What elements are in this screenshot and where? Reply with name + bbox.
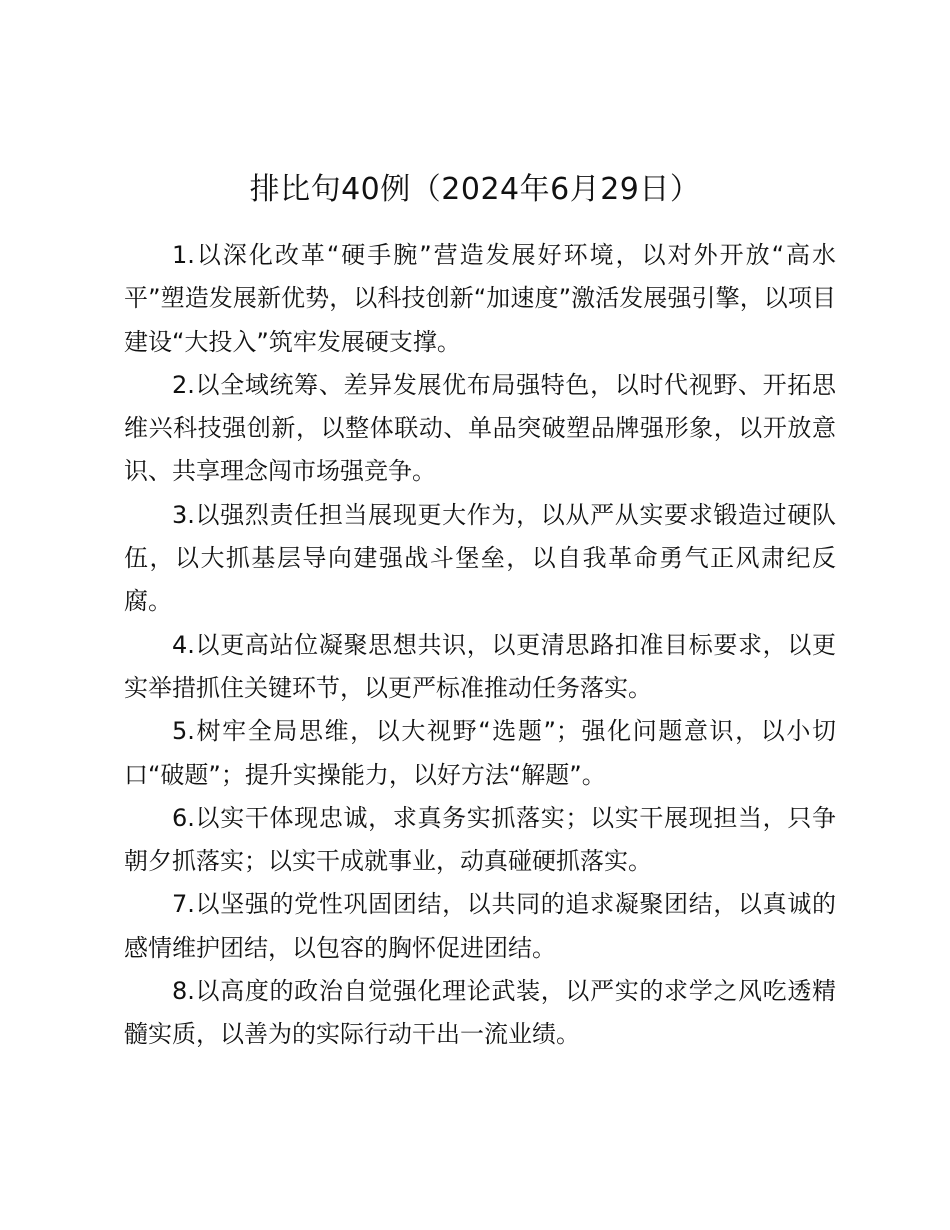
document-body <box>124 234 836 1057</box>
paragraph-4: 4.以更高站位凝聚思想共识，以更清思路扣准目标要求，以更实举措抓住关键环节，以更严标准推动任务落实。 <box>124 630 836 702</box>
document-title: 排比句40例（2024年6月29日） <box>249 172 701 207</box>
paragraph-5: 5.树牢全局思维，以大视野“选题”；强化问题意识，以小切口“破题”；提升实操能力，以好方法“解题”。 <box>124 717 836 789</box>
paragraph-7: 7.以坚强的党性巩固团结，以共同的追求凝聚团结，以真诚的感情维护团结，以包容的胸怀促进团结。 <box>124 890 836 962</box>
paragraph-8: 8.以高度的政治自觉强化理论武装，以严实的求学之风吃透精髓实质，以善为的实际行动干出一流业绩。 <box>124 977 836 1049</box>
paragraph-3: 3.以强烈责任担当展现更大作为，以从严从实要求锻造过硬队伍，以大抓基层导向建强战斗堡垒，以自我革命勇气正风肃纪反腐。 <box>124 500 836 616</box>
paragraph-6: 6.以实干体现忠诚，求真务实抓落实；以实干展现担当，只争朝夕抓落实；以实干成就事业，动真碰硬抓落实。 <box>124 803 836 876</box>
paragraph-1: 1.以深化改革“硬手腕”营造发展好环境，以对外开放“高水平”塑造发展新优势，以科技创新“加速度”激活发展强引擎，以项目建设“大投入”筑牢发展硬支撑。 <box>124 241 836 356</box>
paragraph-2: 2.以全域统筹、差异发展优布局强特色，以时代视野、开拓思维兴科技强创新，以整体联动、单品突破塑品牌强形象，以开放意识、共享理念闯市场强竞争。 <box>124 370 836 486</box>
